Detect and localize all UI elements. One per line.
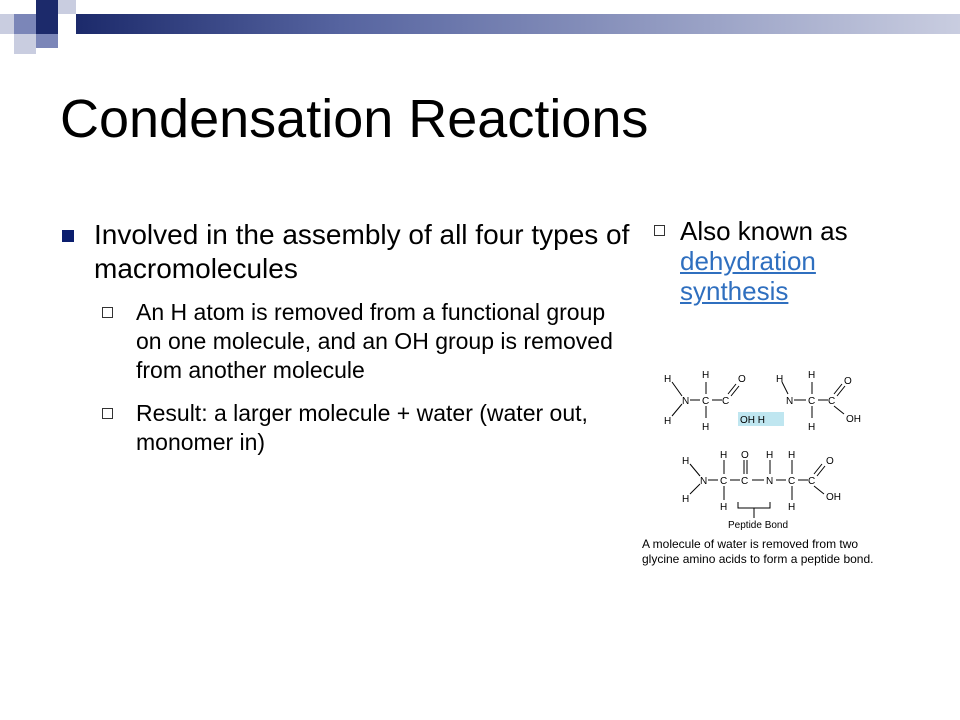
- bullet-text: Involved in the assembly of all four types of macromolecules: [94, 219, 630, 284]
- sub-bullet-item: [102, 298, 632, 385]
- peptide-bond-label: Peptide Bond: [728, 520, 789, 531]
- sub-bullet-text: An H atom is removed from a functional group on one molecule, and an OH group is removed from another molecule: [136, 299, 613, 383]
- decor-square-dark-2: [36, 14, 58, 34]
- decor-square-mid-3: [36, 34, 58, 48]
- aka-lead: Also known as: [680, 216, 848, 246]
- decor-square-mid-2: [14, 34, 36, 54]
- atom-label: H: [776, 374, 784, 385]
- caption-line: A molecule of water is removed from two: [642, 537, 859, 551]
- decor-square-mid: [14, 14, 36, 34]
- atom-label: H: [664, 374, 672, 385]
- atom-label: H: [808, 422, 816, 433]
- decor-gradient-bar: [76, 14, 960, 34]
- right-column: [652, 216, 882, 306]
- left-column: [62, 218, 632, 471]
- sub-bullet-text: Result: a larger molecule + water (water out, monomer in): [136, 400, 588, 455]
- atom-label: N: [700, 476, 708, 487]
- atom-label: H: [682, 494, 690, 505]
- square-bullet-icon: [62, 230, 74, 242]
- atom-label: C: [808, 396, 816, 407]
- decor-square-light: [0, 14, 14, 34]
- atom-label: C: [702, 396, 710, 407]
- hollow-square-bullet-icon: [654, 225, 665, 236]
- atom-label: N: [766, 476, 774, 487]
- atom-label: H: [682, 456, 690, 467]
- atom-label: H: [808, 370, 816, 381]
- slide-title: Condensation Reactions: [60, 89, 649, 149]
- atom-label: N: [682, 396, 690, 407]
- decor-square-light-2: [58, 0, 76, 14]
- figure-caption: [642, 537, 902, 567]
- dehydration-synthesis-link[interactable]: dehydration synthesis: [680, 246, 816, 306]
- atom-label: O: [826, 456, 834, 467]
- atom-label: C: [720, 476, 728, 487]
- atom-label: H: [766, 450, 774, 461]
- atom-label: H: [788, 502, 796, 513]
- atom-label: H: [702, 370, 710, 381]
- atom-label: H: [788, 450, 796, 461]
- hollow-square-bullet-icon: [102, 408, 113, 419]
- water-label: OH H: [740, 415, 765, 426]
- atom-label: H: [720, 502, 728, 513]
- atom-label: OH: [826, 492, 841, 503]
- atom-label: H: [664, 416, 672, 427]
- atom-label: C: [741, 476, 749, 487]
- atom-label: C: [722, 396, 730, 407]
- atom-label: C: [808, 476, 816, 487]
- atom-label: O: [738, 374, 746, 385]
- atom-label: OH: [846, 414, 861, 425]
- caption-line: glycine amino acids to form a peptide bond.: [642, 552, 874, 566]
- atom-label: H: [720, 450, 728, 461]
- atom-label: O: [844, 376, 852, 387]
- atom-label: H: [702, 422, 710, 433]
- atom-label: O: [741, 450, 749, 461]
- aka-bullet: [652, 216, 882, 306]
- atom-label: C: [828, 396, 836, 407]
- peptide-bond-diagram: [636, 360, 896, 536]
- sub-bullet-item: [102, 399, 632, 457]
- bullet-item: [62, 218, 632, 286]
- atom-label: N: [786, 396, 794, 407]
- atom-label: C: [788, 476, 796, 487]
- hollow-square-bullet-icon: [102, 307, 113, 318]
- decor-square-dark: [36, 0, 58, 14]
